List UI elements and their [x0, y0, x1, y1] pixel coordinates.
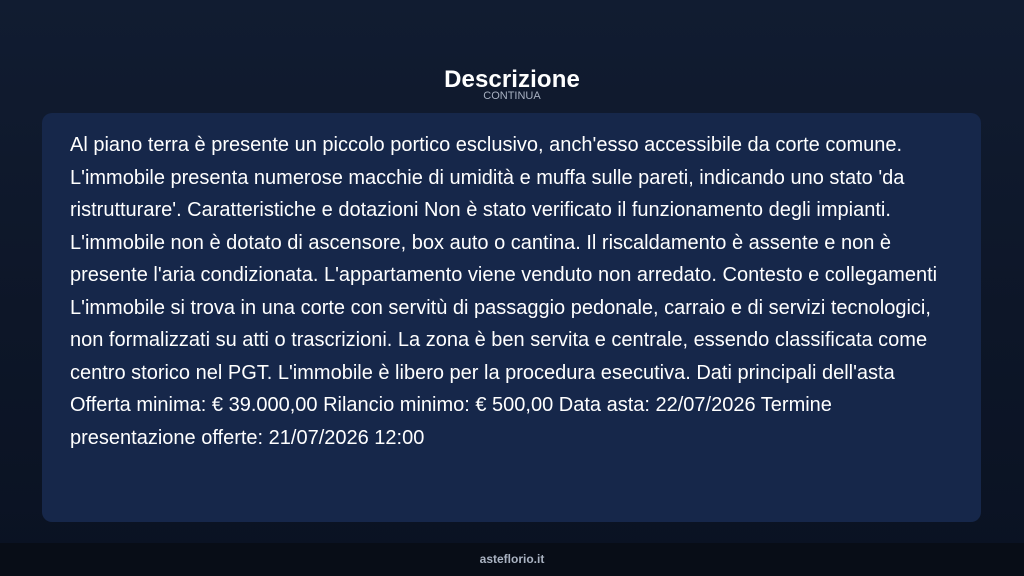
- description-text: Al piano terra è presente un piccolo portico esclusivo, anch'esso accessibile da corte comune. L'immobile presenta numerose macchie di umidità e muffa sulle pareti, indicando uno stato 'da ristrutturare'. Caratteristiche e dotazioni Non è stato verificato il funzionamento degli impianti. L'immobile non è dotato di ascensore, box auto o cantina. Il riscaldamento è assente e non è presente l'aria condizionata. L'appartamento viene venduto non arredato. Contesto e collegamenti L'immobile si trova in una corte con servitù di passaggio pedonale, carraio e di servizi tecnologici, non formalizzati su atti o trascrizioni. La zona è ben servita e centrale, essendo classificata come centro storico nel PGT. L'immobile è libero per la procedura esecutiva. Dati principali dell'asta Offerta minima: € 39.000,00 Rilancio minimo: € 500,00 Data asta: 22/07/2026 Termine presentazione offerte: 21/07/2026 12:00: [70, 134, 938, 449]
- page-title: Descrizione: [444, 66, 580, 94]
- site-name: asteflorio.it: [479, 552, 545, 566]
- section-subtitle: CONTINUA: [483, 90, 541, 102]
- footer-bar: [0, 543, 1024, 576]
- description-card: [42, 113, 981, 522]
